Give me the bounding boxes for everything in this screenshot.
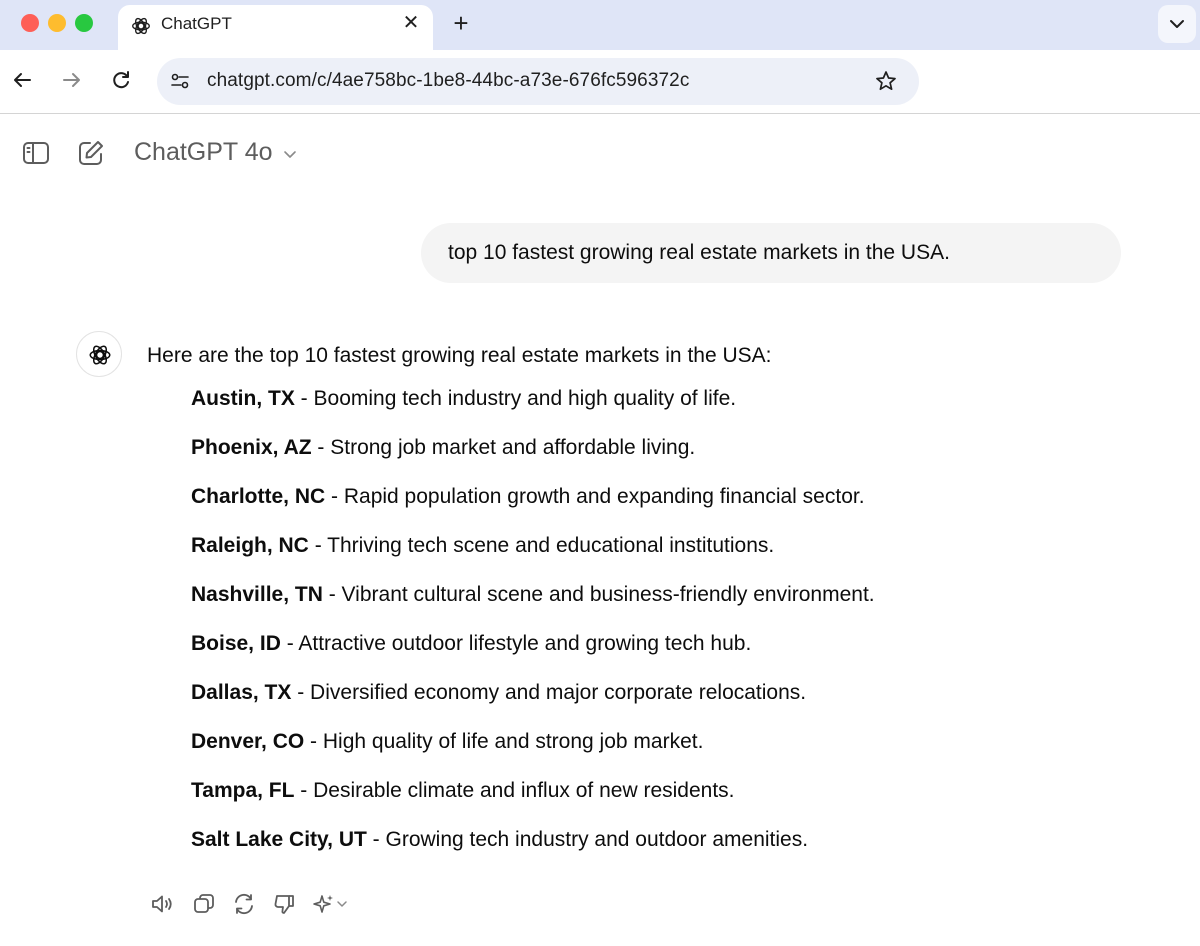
- speaker-icon[interactable]: [148, 890, 176, 918]
- reload-icon[interactable]: [107, 66, 135, 94]
- list-item-city: Nashville, TN: [191, 583, 323, 606]
- list-item-city: Tampa, FL: [191, 779, 295, 802]
- list-item-description: - Vibrant cultural scene and business-friendly environment.: [322, 583, 875, 606]
- list-item-description: - High quality of life and strong job market.: [304, 730, 704, 753]
- arrow-left-icon[interactable]: [8, 66, 36, 94]
- star-icon[interactable]: [874, 69, 898, 93]
- list-item-description: - Thriving tech scene and educational institutions.: [308, 534, 775, 557]
- list-item-description: - Attractive outdoor lifestyle and growing tech hub.: [280, 632, 752, 655]
- list-item-city: Boise, ID: [191, 632, 281, 655]
- message-actions: [146, 890, 366, 920]
- chevron-down-icon[interactable]: [282, 146, 298, 162]
- list-item-city: Raleigh, NC: [191, 534, 309, 557]
- chevron-down-icon: [1158, 5, 1196, 43]
- url-text[interactable]: chatgpt.com/c/4ae758bc-1be8-44bc-a73e-676fc596372c: [207, 70, 690, 91]
- list-item-description: - Desirable climate and influx of new residents.: [294, 779, 735, 802]
- openai-logo-icon: [87, 342, 113, 368]
- list-item-city: Phoenix, AZ: [191, 436, 312, 459]
- sparkle-icon[interactable]: [310, 890, 354, 918]
- thumbs-down-icon[interactable]: [270, 890, 298, 918]
- list-item-description: - Strong job market and affordable living.: [311, 436, 696, 459]
- arrow-right-icon[interactable]: [58, 66, 86, 94]
- address-bar[interactable]: [157, 58, 919, 105]
- list-item-description: - Diversified economy and major corporate relocations.: [291, 681, 807, 704]
- model-selector[interactable]: ChatGPT 4o: [134, 138, 273, 166]
- regenerate-icon[interactable]: [230, 890, 258, 918]
- list-item-description: - Growing tech industry and outdoor amenities.: [366, 828, 809, 851]
- list-item-city: Austin, TX: [191, 387, 295, 410]
- browser-toolbar: [0, 50, 1200, 114]
- browser-tab-strip: [0, 0, 1200, 50]
- list-item-city: Charlotte, NC: [191, 485, 326, 508]
- list-item-city: Denver, CO: [191, 730, 305, 753]
- browser-tab-active[interactable]: [118, 5, 433, 50]
- tab-search-button[interactable]: [1158, 5, 1196, 43]
- assistant-avatar: [76, 331, 122, 377]
- sidebar-toggle-icon[interactable]: [21, 138, 51, 168]
- tune-icon[interactable]: [169, 70, 191, 92]
- list-item-city: Salt Lake City, UT: [191, 828, 367, 851]
- tab-title: ChatGPT: [161, 14, 232, 33]
- window-zoom-button[interactable]: [75, 14, 93, 32]
- openai-logo-icon: [130, 15, 152, 37]
- list-item-city: Dallas, TX: [191, 681, 292, 704]
- copy-icon[interactable]: [190, 890, 218, 918]
- assistant-intro-text: Here are the top 10 fastest growing real estate markets in the USA:: [147, 344, 772, 367]
- window-minimize-button[interactable]: [48, 14, 66, 32]
- user-message-text: top 10 fastest growing real estate markets in the USA.: [448, 241, 950, 264]
- list-item-description: - Rapid population growth and expanding financial sector.: [325, 485, 865, 508]
- window-close-button[interactable]: [21, 14, 39, 32]
- user-message-bubble: [421, 223, 1121, 283]
- chat-header: [0, 114, 1200, 194]
- close-icon[interactable]: ✕: [402, 12, 420, 34]
- edit-icon[interactable]: [76, 138, 106, 168]
- plus-icon[interactable]: +: [453, 8, 469, 38]
- list-item-description: - Booming tech industry and high quality of life.: [294, 387, 737, 410]
